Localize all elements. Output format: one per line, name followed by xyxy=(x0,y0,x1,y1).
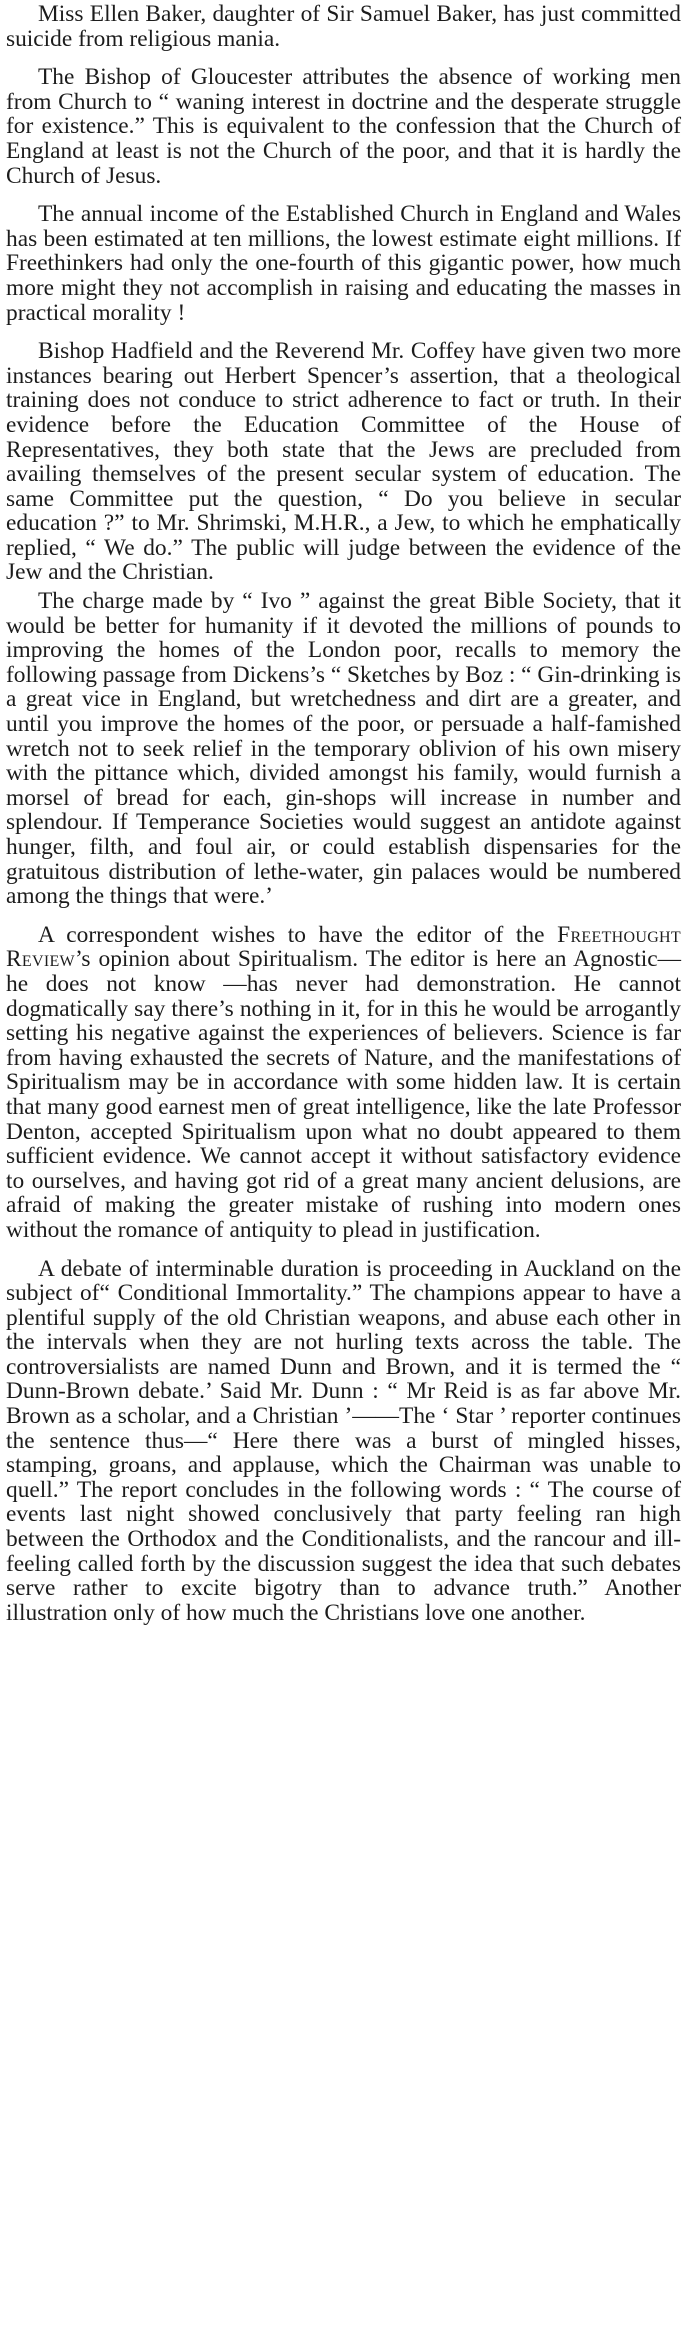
paragraph-bible-society-dickens: The charge made by “ Ivo ” against the great Bible Society, that it would be better for humanity if it devoted the millions of pounds to improving the homes of the London poor, recalls to memory the following passage from Dickens’s “ Sketches by Boz : “ Gin-drinking is a great vice in England, but wretchedness and dirt are a greater, and until you improve the homes of the poor, or persuade a half-famished wretch not to seek relief in the temporary oblivion of his own misery with the pittance which, divided amongst his family, would furnish a morsel of bread for each, gin-shops will increase in number and splendour. If Temperance Societies would suggest an antidote against hunger, filth, and foul air, or could establish dispensaries for the gratuitous distribution of lethe-water, gin palaces would be numbered among the things that were.’ xyxy=(6,588,681,910)
publication-name: Freethought Review xyxy=(6,921,681,973)
paragraph-spiritualism xyxy=(6,923,681,1243)
paragraph-church-income: The annual income of the Established Church in England and Wales has been estimated at ten millions, the lowest estimate eight millions. If Freethinkers had only the one-fourth of this gigantic power, how much more might they not accomplish in raising and educating the masses in practical morality ! xyxy=(6,201,681,326)
paragraph-auckland-debate: A debate of interminable duration is proceeding in Auckland on the subject of“ Conditional Immortality.” The champions appear to have a plentiful supply of the old Christian weapons, and abuse each other in the intervals when they are not hurling texts across the table. The controversialists are named Dunn and Brown, and it is termed the “ Dunn-Brown debate.’ Said Mr. Dunn : “ Mr Reid is as far above Mr. Brown as a scholar, and a Christian ’——The ‘ Star ’ reporter continues the sentence thus—“ Here there was a burst of mingled hisses, stamping, groans, and applause, which the Chairman was unable to quell.” The report concludes in the following words : “ The course of events last night showed conclusively that party feeling ran high between the Orthodox and the Conditionalists, and the rancour and ill-feeling called forth by the discussion suggest the idea that such debates serve rather to excite bigotry than to advance truth.” Another illustration only of how much the Christians love one another. xyxy=(6,1255,681,1626)
paragraph-secular-education: Bishop Hadfield and the Reverend Mr. Coffey have given two more instances bearing out Herbert Spencer’s assertion, that a theological training does not conduce to strict adherence to fact or truth. In their evidence before the Education Committee of the House of Representatives, they both state that the Jews are precluded from availing themselves of the present secular system of education. The same Committee put the question, “ Do you believe in secular education ?” to Mr. Shrimski, M.H.R., a Jew, to which he emphatically replied, “ We do.” The public will judge between the evidence of the Jew and the Christian. xyxy=(6,338,681,586)
paragraph-baker-suicide: Miss Ellen Baker, daughter of Sir Samuel Baker, has just committed suicide from religious mania. xyxy=(6,1,681,52)
paragraph-bishop-gloucester: The Bishop of Gloucester attributes the absence of working men from Church to “ waning interest in doctrine and the desperate struggle for existence.” This is equivalent to the confession that the Church of England at least is not the Church of the poor, and that it is hardly the Church of Jesus. xyxy=(6,64,681,189)
spiritualism-text-after: ’s opinion about Spiritualism. The editor is here an Agnostic—he does not know —has never had demonstration. He cannot dogmatically say there’s nothing in it, for in this he would be arrogantly setting his negative against the experiences of believers. Science is far from having exhausted the secrets of Nature, and the manifestations of Spiritualism may be in accordance with some hidden law. It is certain that many good earnest men of great intelligence, like the late Professor Denton, accepted Spiritualism upon what no doubt appeared to them sufficient evidence. We cannot accept it without satisfactory evidence to ourselves, and having got rid of a great many ancient delusions, are afraid of making the greater mistake of rushing into modern ones without the romance of antiquity to plead in justification. xyxy=(6,946,681,1243)
spiritualism-text-before: A correspondent wishes to have the editor of the xyxy=(38,921,558,948)
